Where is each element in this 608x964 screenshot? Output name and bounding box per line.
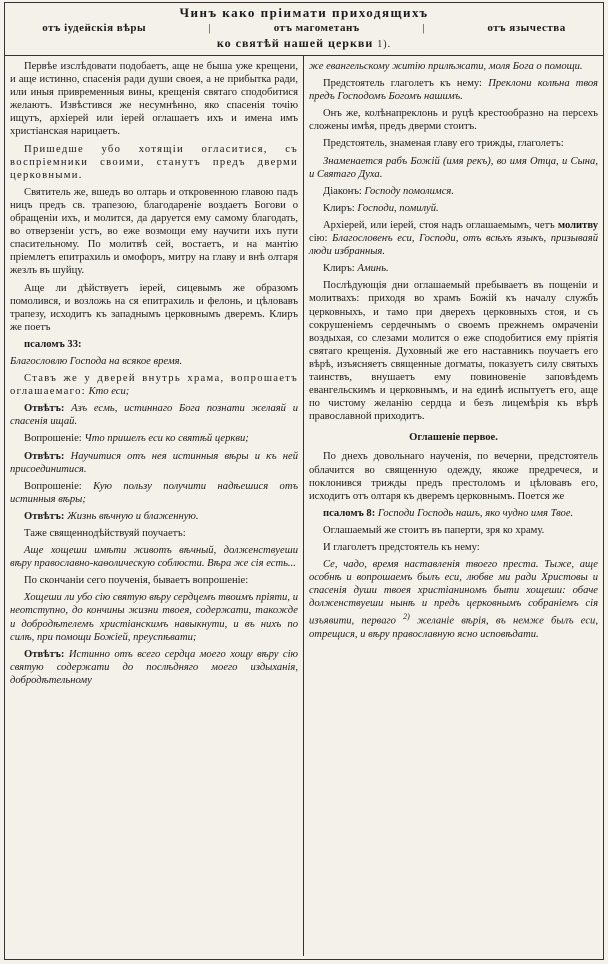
deacon-line: Діаконъ: Господу помолимся. xyxy=(323,185,454,197)
paragraph: Послѣдующія дни оглашаемый пребываетъ въ пощеніи и молитвахъ: приходя во храмъ Божій къ началу службъ церковныхъ, и тамо при дверехъ церковныхъ стоя, и съ сокрушеніемъ сердечнымъ о своемъ прежнемъ омраченіи воздыхая, со слезами молится о еже сподобитися ему пріятія святаго крещенія. Духовный же его наставникъ поучаетъ его вѣрѣ, изъясняетъ священные догматы, показуетъ силу святыхъ таинствъ, внушаетъ ему повиновеніе заповѣдемъ евангельскимъ и церковнымъ, и на единѣ испытуетъ его, аще по чистому желанію сердца и безъ лицемѣрія къ вѣрѣ православной приходитъ. xyxy=(309,280,598,423)
left-column xyxy=(5,56,304,956)
paragraph: Предстоятель глаголетъ къ нему: Преклони колѣна твоя предъ Господомъ Богомъ нашимъ. xyxy=(309,78,598,103)
text-columns xyxy=(5,56,603,956)
answer: Отвѣтъ: Жизнь вѣчную и блаженную. xyxy=(24,510,199,522)
teaching-text: Аще хощеши имѣти животъ вѣчный, долженствуеши вѣру православно-каѳолическую соблюсти. Вѣра же сія есть... xyxy=(10,545,298,570)
psalm-line: псаломъ 8: Господи Господь нашъ, яко чудно имя Твое. xyxy=(323,507,574,519)
divider: | xyxy=(208,22,212,34)
origin-list xyxy=(11,21,597,36)
answer: Отвѣтъ: Азъ есмь, истиннаго Бога познати желаяй и спасенія ищай. xyxy=(10,403,298,428)
question: Вопрошеніе: Что пришелъ еси ко святѣй церкви; xyxy=(24,433,249,445)
psalm-heading: псаломъ 33: xyxy=(24,338,82,350)
right-column xyxy=(304,56,603,956)
page xyxy=(4,2,604,960)
choir-line: Клиръ: Господи, помилуй. xyxy=(323,202,439,214)
origin-pagan: отъ язычества xyxy=(487,22,566,34)
paragraph: Предстоятель, знаменая главу его трижды, глаголетъ: xyxy=(323,138,564,150)
blessing-text: Знаменается рабъ Божій (имя рекъ), во имя Отца, и Сына, и Святаго Духа. xyxy=(309,155,598,180)
origin-muslim: отъ магометанъ xyxy=(273,22,360,34)
admonition-text: Се, чадо, время наставленія твоего преста. Тыже, аще особнѣ и вопрошаемъ былъ еси, любве ми ради Христовы и спасенія души твоея христіаниномъ быти хощеши: обаче долженствуеши нынѣ и предъ церковнымъ собраніемъ сія изъявити, перваго $^{2)}$ желаніе вѣрія, въ немже былъ еси, отрещися, и вѣру православную ясно исповѣдати. xyxy=(309,559,598,641)
section-heading: Оглашеніе первое. xyxy=(409,432,498,444)
page-title: Чинъ како пріимати приходящихъ xyxy=(179,5,429,20)
page-header xyxy=(5,3,603,56)
paragraph: Онъ же, колѣнапреклонь и руцѣ крестообразно на персехъ сложены имѣя, предъ дверми стоитъ. xyxy=(309,108,598,133)
paragraph: Таже священнодѣйствуяй поучаетъ: xyxy=(24,528,186,539)
divider: | xyxy=(422,22,425,34)
answer: Отвѣтъ: Истинно отъ всего сердца моего хощу вѣру сію святую содержати до послѣдняго моего издыханія, добродѣтельному xyxy=(10,648,298,686)
paragraph: Ставъ же у дверей внутрь храма, вопрошаетъ оглашаемаго: Кто еси; xyxy=(10,373,298,398)
psalm-text: Благословлю Господа на всякое время. xyxy=(10,355,183,367)
question-text: Хощеши ли убо сію святую вѣру сердцемъ твоимъ пріяти, и неотступно, до кончины жизни твоея, содержати, такожде и добродѣтелемъ христіанскимъ навыкнути, и въ нихъ по силѣ, при помощи Божіей, преуспѣвати; xyxy=(10,592,298,643)
question: Вопрошеніе: Кую пользу получити надѣешися отъ истинныя вѣры; xyxy=(10,480,298,505)
answer: Отвѣтъ: Научитися отъ нея истинныя вѣры и къ ней присоединитися. xyxy=(10,450,298,475)
paragraph: Первѣе изслѣдовати подобаетъ, аще не быша уже крещени, и аще истинно, спасенія ради души своея, а не прибытка ради, или иныя привременныя вины, крещенія святаго сподобитися желаютъ. Извѣстився же несумнѣнно, яко спасенія точію ищутъ, архіерей или іерей оглашаетъ ихъ и имена имъ христіанская нарицаетъ. xyxy=(10,61,298,138)
origin-jewish: отъ іудейскія вѣры xyxy=(42,22,147,34)
footnote-mark: 1). xyxy=(377,39,392,50)
footnote-mark: 2) xyxy=(403,612,410,622)
paragraph: Пришедше убо хотящіи огласитися, съ воспріемники своими, станутъ предъ дверми церковными. xyxy=(10,143,298,181)
page-subtitle: ко святѣй нашей церкви 1). xyxy=(216,36,392,50)
paragraph: Архіерей, или іерей, стоя надъ оглашаемымъ, четъ молитву сію: Благословенъ еси, Господи, отъ всѣхъ языкъ, призываяй люди избранныя. xyxy=(309,219,599,258)
continued-text: же евангельскому житію прилѣжати, моля Бога о помощи. xyxy=(309,61,583,72)
paragraph: По скончаніи сего поученія, бываетъ вопрошеніе: xyxy=(24,575,249,587)
paragraph: По днехъ довольнаго наученія, по вечерни, предстоятель облачится во священную одежду, якоже предречеся, и поклонився трижды предъ престоломъ и цѣловавъ его, исходитъ отъ олтаря къ дверемъ церковнымъ. Поется же xyxy=(309,451,598,502)
paragraph: Оглашаемый же стоитъ въ паперти, зря ко храму. xyxy=(323,524,545,536)
choir-line: Клиръ: Аминь. xyxy=(323,263,389,275)
paragraph: Аще ли дѣйствуетъ іерей, сицевымъ же образомъ помолився, и возложь на ся епитрахиль и фелонь, и цѣловавъ трапезу, исходитъ къ западнымъ церковнымъ дверемъ. Клиръ же поетъ xyxy=(10,282,298,333)
paragraph: Святитель же, вшедъ во олтарь и откровенною главою падъ ницъ предъ св. трапезою, благодареніе воздаетъ Богови о обращеніи ихъ, и молится, да даруется ему самому благодать, во отверзеніи устъ, во еже возмощи ему научити ихъ пути спасительному. По молитвѣ сей, востаетъ, и на мантію пріемлетъ епитрахиль и омофоръ, митру на главу и внѣ олтаря жезлъ въ шуйцу. xyxy=(10,186,298,277)
paragraph: И глаголетъ предстоятель къ нему: xyxy=(323,542,480,553)
